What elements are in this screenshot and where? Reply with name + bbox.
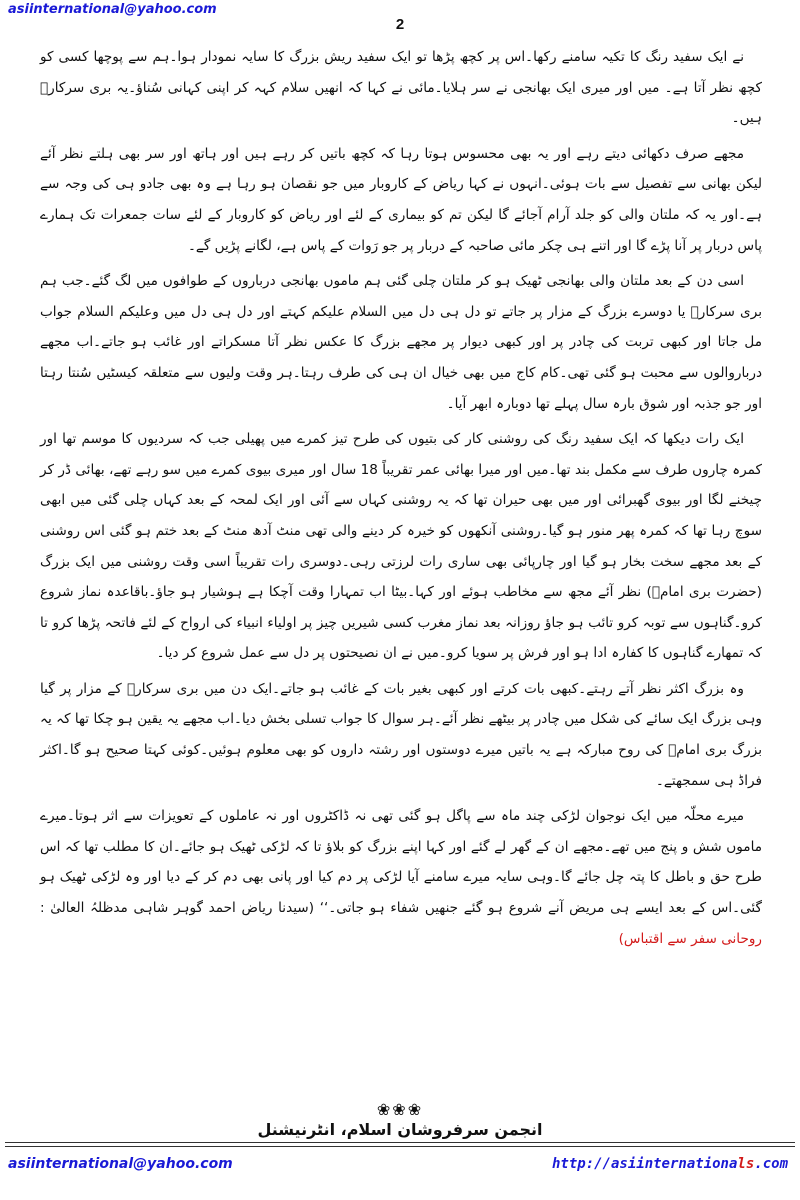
paragraph-5: وہ بزرگ اکثر نظر آتے رہتے۔کبھی بات کرتے اور کبھی بغیر بات کے غائب ہو جاتے۔ایک دن میں بری سرکارؒ کے مزار پر گیا وہی بزرگ ایک سائے کی شکل میں چادر پر بیٹھے نظر آئے۔ہر سوال کا جواب تسلی بخش دیا۔اب مجھے یہ یقین ہو چکا تھا کہ یہ بزرگ بری امامؒ کی روح مبارکہ ہے یہ باتیں میرے دوستوں اور رشتہ داروں کو بھی معلوم ہوئیں۔کوئی کہتا صحیح ہو گا۔اکثر فراڈ ہی سمجھتے۔ [40, 680, 762, 789]
paragraph-4: ایک رات دیکھا کہ ایک سفید رنگ کی روشنی کار کی بتیوں کی طرح تیز کمرے میں پھیلی جب کہ سردیوں کا موسم تھا اور کمرہ چاروں طرف سے مکمل بند تھا۔میں اور میرا بھائی عمر تقریباً 18 سال اور میری بیوی کمرے میں سو رہے تھے، بھائی ڈر کر چیخنے لگا اور بیوی گھبرائی اور میں بھی حیران تھا کہ یہ روشنی کہاں سے آئی اور ایک لمحہ کے بعد کہاں چلی گئی میں ابھی سوچ رہا تھا کہ کمرہ پھر منور ہو گیا۔روشنی آنکھوں کو خیرہ کر دینے والی تھی منٹ آدھ منٹ کے بعد ختم ہو گئی اس روشنی کے بعد مجھے سخت بخار ہو گیا اور چارپائی بھی ساری رات لرزتی رہی۔دوسری رات تقریباً اسی وقت روشنی میں ایک بزرگ (حضرت بری امامؒ) نظر آئے مجھ سے مخاطب ہوئے اور کہا۔بیٹا اب تمہارا وقت آچکا ہے ہوشیار ہو جاؤ۔باقاعدہ نماز شروع کرو۔گناہوں سے توبہ کرو تائب ہو جاؤ روزانہ بعد نماز مغرب کسی شیریں چیز پر اولیاء انبیاء کی ارواح کے لئے فاتحہ پڑھا کرو تا کہ تمھارے گناہوں کا کفارہ ادا ہو اور فرش پر سویا کرو۔میں نے ان نصیحتوں پر دل سے عمل شروع کر دیا۔ [40, 431, 762, 662]
footer-url[interactable] [552, 1156, 788, 1172]
paragraph-3: اسی دن کے بعد ملتان والی بھانجی ٹھیک ہو کر ملتان چلی گئی ہم ماموں بھانجی درباروں کے طوافوں میں لگ گئے۔جب ہم بری سرکارؒ یا دوسرے بزرگ کے مزار پر جاتے تو دل ہی دل میں السلام علیکم کہتے اور دل ہی دل میں وعلیکم السلام جواب مل جاتا اور کبھی تربت کی چادر پر اور کبھی دیوار پر مجھے بزرگ کا عکس نظر آتا مسکراتے اور غائب ہو جاتے۔اب مجھے درباروالوں سے محبت ہو گئی تھی۔کام کاج میں بھی خیال ان ہی کی طرف رہتا۔ہر وقت ولیوں سے متعلقہ کیسٹیں سُنتا رہتا اور جو جذبہ اور شوق بارہ سال پہلے تھا دوبارہ ابھر آیا۔ [40, 273, 762, 412]
paragraph-6 [40, 801, 762, 954]
source-book: روحانی سفر سے اقتباس) [618, 930, 762, 947]
paragraph-6-text: میرے محلّہ میں ایک نوجوان لڑکی چند ماہ سے پاگل ہو گئی تھی نہ ڈاکٹروں اور نہ عاملوں کے تعویزات سے اثر ہوتا۔میرے ماموں شش و پنج میں تھے۔مجھے ان کے گھر لے گئے اور کہا اپنے بزرگ کو بلاؤ تا کہ لڑکی ٹھیک ہو جائے۔ان کا مطلب تھا کہ اس طرح حق و باطل کا پتہ چل جائے گا۔وہی سایہ میرے سامنے آیا لڑکی پر دم کیا اور پانی بھی دم کر کے دیا اور وہ لڑکی ٹھیک ہو گئی۔اس کے بعد ایسے ہی مریض آنے شروع ہو گئے جنھیں شفاء ہو جاتی۔‘‘ [40, 808, 762, 917]
paragraph-2: مجھے صرف دکھائی دیتے رہے اور یہ بھی محسوس ہوتا رہا کہ کچھ باتیں کر رہے ہیں اور ہاتھ اور سر بھی ہلتے نظر آئے لیکن بھانی سے تفصیل سے بات ہوئی۔انہوں نے کہا ریاض کے کاروبار میں جو نقصان ہو رہا ہے وہ بھی جادو ہی کی وجہ سے ہے۔اور یہ کہ ملتان والی کو جلد آرام آجائے گا لیکن تم کو بیماری کے لئے اور ریاض کو کاروبار کے لئے سات جمعرات تک ہمارے پاس دربار پر آنا پڑے گا اور اتنے ہی چکر مائی صاحبہ کے دربار پر جو رَوات کے پاس ہے، لگانے پڑیں گے۔ [40, 145, 762, 254]
article-body [40, 42, 762, 959]
footer-email[interactable]: asiinternational@yahoo.com [8, 1156, 233, 1172]
footer-url-suffix: .com [754, 1156, 788, 1172]
paragraph-1: نے ایک سفید رنگ کا تکیہ سامنے رکھا۔اس پر کچھ پڑھا تو ایک سفید ریش بزرگ کا سایہ نمودار ہوا۔ہم سے پوچھا کسی کو کچھ نظر آتا ہے۔ میں اور میری ایک بھانجی نے سر ہلایا۔مائی نے کہا کہ انھیں سلام کہہ کر اپنی کہانی سُناؤ۔یہ بری سرکارؒ ہیں۔ [40, 49, 762, 127]
source-author: (سیدنا ریاض احمد گوہر شاہی مدظلہُ العالیٰ : [40, 900, 314, 917]
header-email[interactable]: asiinternational@yahoo.com [8, 2, 217, 17]
organization-name: انجمن سرفروشان اسلام، انٹرنیشنل [257, 1120, 543, 1139]
footer-divider-thin [5, 1146, 795, 1147]
ornament-stars: ❀❀❀ [376, 1100, 424, 1119]
footer-url-prefix: http://asiinternationa [551, 1156, 738, 1172]
footer-divider [5, 1142, 795, 1143]
footer-url-highlight: ls [737, 1156, 755, 1172]
page-number: 2 [395, 16, 405, 33]
